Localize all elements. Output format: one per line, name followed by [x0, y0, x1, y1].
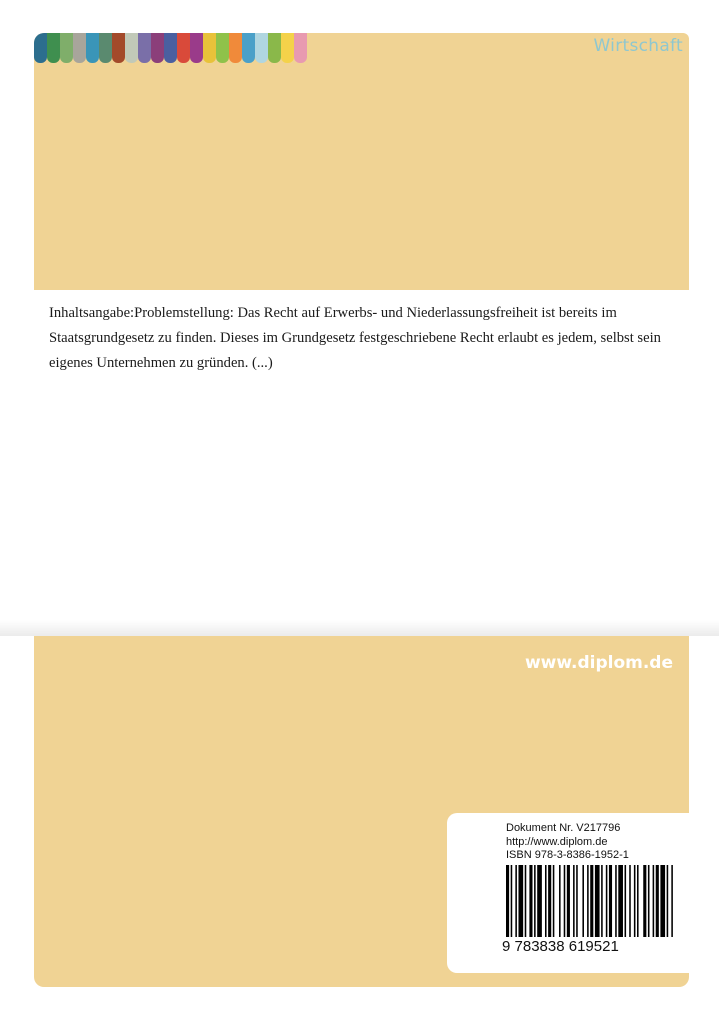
color-stripe: [47, 33, 60, 63]
page-fold-shadow: [0, 620, 719, 636]
barcode-bar: [518, 865, 523, 937]
color-stripe: [86, 33, 99, 63]
color-stripe: [203, 33, 216, 63]
barcode-bar: [559, 865, 561, 937]
barcode-bar: [601, 865, 603, 937]
isbn-text: ISBN 978-3-8386-1952-1: [506, 849, 629, 861]
color-stripe: [99, 33, 112, 63]
color-stripe: [164, 33, 177, 63]
barcode-bar: [548, 865, 551, 937]
barcode-bar: [506, 865, 509, 937]
color-stripe: [255, 33, 268, 63]
barcode-bar: [656, 865, 659, 937]
color-stripe: [216, 33, 229, 63]
barcode-bar: [582, 865, 584, 937]
color-stripe: [112, 33, 125, 63]
cover-bottom-panel: [34, 636, 689, 987]
color-stripe: [125, 33, 138, 63]
barcode-bar: [671, 865, 673, 937]
barcode-bar: [545, 865, 547, 937]
abstract-text: Inhaltsangabe:Problemstellung: Das Recht auf Erwerbs- und Niederlassungsfreiheit ist bereits im Staatsgrundgesetz zu finden. Dieses im Grundgesetz festgeschriebene Recht erlaubt es jedem, selbst sein eigenes Unternehmen zu gründen. (...): [49, 305, 661, 371]
barcode-bar: [567, 865, 570, 937]
barcode-bar: [537, 865, 542, 937]
color-stripe: [294, 33, 307, 63]
color-stripe: [229, 33, 242, 63]
cover-top-panel: [34, 33, 689, 290]
barcode-bar: [637, 865, 639, 937]
category-label: Wirtschaft: [593, 36, 683, 56]
barcode-bar: [660, 865, 665, 937]
barcode-bar: [653, 865, 655, 937]
barcode-bar: [634, 865, 636, 937]
color-stripe: [138, 33, 151, 63]
barcode-bar: [573, 865, 575, 937]
barcode-bar: [625, 865, 627, 937]
color-stripe: [151, 33, 164, 63]
color-stripe: [60, 33, 73, 63]
color-stripe: [73, 33, 86, 63]
barcode-bar: [587, 865, 589, 937]
barcode-bar: [529, 865, 532, 937]
barcode-bar: [515, 865, 517, 937]
barcode-digits: 9 783838 619521: [502, 938, 619, 955]
document-url: http://www.diplom.de: [506, 835, 608, 848]
color-stripe: [177, 33, 190, 63]
barcode-bar: [576, 865, 578, 937]
color-stripe: [190, 33, 203, 63]
barcode-bar: [564, 865, 566, 937]
barcode-bar: [667, 865, 669, 937]
color-stripes: [34, 33, 307, 63]
color-stripe: [242, 33, 255, 63]
barcode-bar: [648, 865, 650, 937]
barcode-bar: [511, 865, 513, 937]
barcode-bar: [606, 865, 608, 937]
barcode-bar: [643, 865, 646, 937]
barcode-bar: [615, 865, 617, 937]
barcode-image: [506, 865, 676, 937]
color-stripe: [281, 33, 294, 63]
color-stripe: [268, 33, 281, 63]
barcode-bar: [629, 865, 631, 937]
barcode-bar: [553, 865, 555, 937]
document-info: [506, 822, 629, 863]
color-stripe: [34, 33, 47, 63]
barcode-bar: [618, 865, 623, 937]
barcode-bar: [525, 865, 527, 937]
document-number: Dokument Nr. V217796: [506, 822, 621, 834]
website-label: www.diplom.de: [524, 653, 673, 673]
barcode-bar: [595, 865, 600, 937]
barcode-bar: [590, 865, 593, 937]
barcode-panel: [447, 813, 689, 973]
barcode-bar: [609, 865, 612, 937]
barcode-bar: [534, 865, 536, 937]
